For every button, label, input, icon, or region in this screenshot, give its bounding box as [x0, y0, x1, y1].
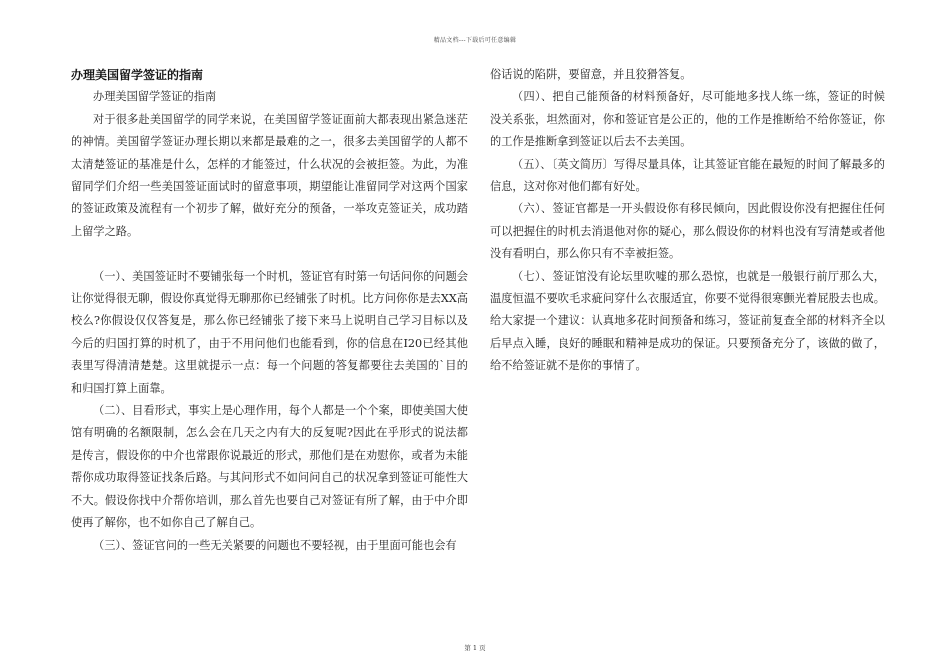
paragraph-item-5: （五）、〔英文简历〕写得尽量具体，让其签证官能在最短的时间了解最多的信息，这对你对他们都有好处。 [490, 157, 885, 194]
paragraph-gap [71, 243, 468, 265]
document-title: 办理美国留学签证的指南 [71, 68, 204, 82]
paragraph-item-3-continued: 俗话说的陷阱，要留意，并且狡猾答复。 [490, 68, 692, 81]
document-subtitle: 办理美国留学签证的指南 [93, 90, 217, 104]
paragraph-item-2: （二）、目看形式，事实上是心理作用，每个人都是一个个案，即使美国大使馆有明确的名额限制，怎么会在几天之内有大的反复呢?因此在乎形式的说法都是传言，假设你的中介也常跟你说最近的形式，那他们是在劝慰你，或者为未能帮你成功取得签证找条后路。与其问形式不如问问自己的状况拿到签证可能性大不大。假设你找中介帮你培训，那么首先也要自己对签证有所了解，由于中介即使再了解你，也不如你自己了解自己。 [71, 404, 468, 530]
left-column [71, 64, 468, 557]
paragraph-item-4: （四）、把自己能预备的材料预备好，尽可能地多找人练一练，签证的时候没关系张，坦然面对，你和签证官是公正的，他的工作是推断给不给你签证，你的工作是推断拿到签证以后去不去美国。 [490, 90, 885, 149]
paragraph-item-6: （六）、签证官都是一开头假设你有移民倾向，因此假设你没有把握住任何可以把握住的时机去消退他对你的疑心，那么假设你的材料也没有写清楚或者他没有看明白，那么你只有不幸被拒签。 [490, 202, 885, 261]
paragraph-item-1: （一）、美国签证时不要铺张每一个时机，签证官有时第一句话问你的问题会让你觉得很无聊，假设你真觉得无聊那你已经铺张了时机。比方问你你是去XX高校么?你假设仅仅答复是，那么你已经铺张了接下来马上说明自己学习目标以及今后的归国打算的时机了，由于不用问他们也能看到，你的信息在I20已经其他表里写得清清楚楚。这里就提示一点：每一个问题的答复都要往去美国的`目的和归国打算上面靠。 [71, 269, 468, 395]
paragraph-item-7: （七）、签证馆没有论坛里吹嘘的那么恐惊，也就是一般银行前厅那么大，温度恒温不要吹毛求疵问穿什么衣服适宜，你要不觉得很寒颤光着屁股去也成。给大家提一个建议：认真地多花时间预备和练习，签证前复查全部的材料齐全以后早点入睡，良好的睡眠和精神是成功的保证。只要预备充分了，该做的做了，给不给签证就不是你的事情了。 [490, 269, 885, 373]
right-column [490, 64, 885, 378]
page-header: 精品文档---下载后可任意编辑 [433, 37, 517, 44]
paragraph-item-3: （三）、签证官问的一些无关紧要的问题也不要轻视，由于里面可能也会有 [93, 538, 457, 552]
page-number: 第 1 页 [464, 644, 486, 652]
intro-paragraph: 对于很多赴美国留学的同学来说，在美国留学签证面前大都表现出紧急迷茫的神情。美国留学签证办理长期以来都是最难的之一，很多去美国留学的人都不太清楚签证的基准是什么，怎样的才能签过，什么状况的会被拒签。为此，为准留同学们介绍一些美国签证面试时的留意事项，期望能让准留同学对这两个国家的签证政策及流程有一个初步了解，做好充分的预备，一举攻克签证关，成功踏上留学之路。 [71, 112, 468, 238]
